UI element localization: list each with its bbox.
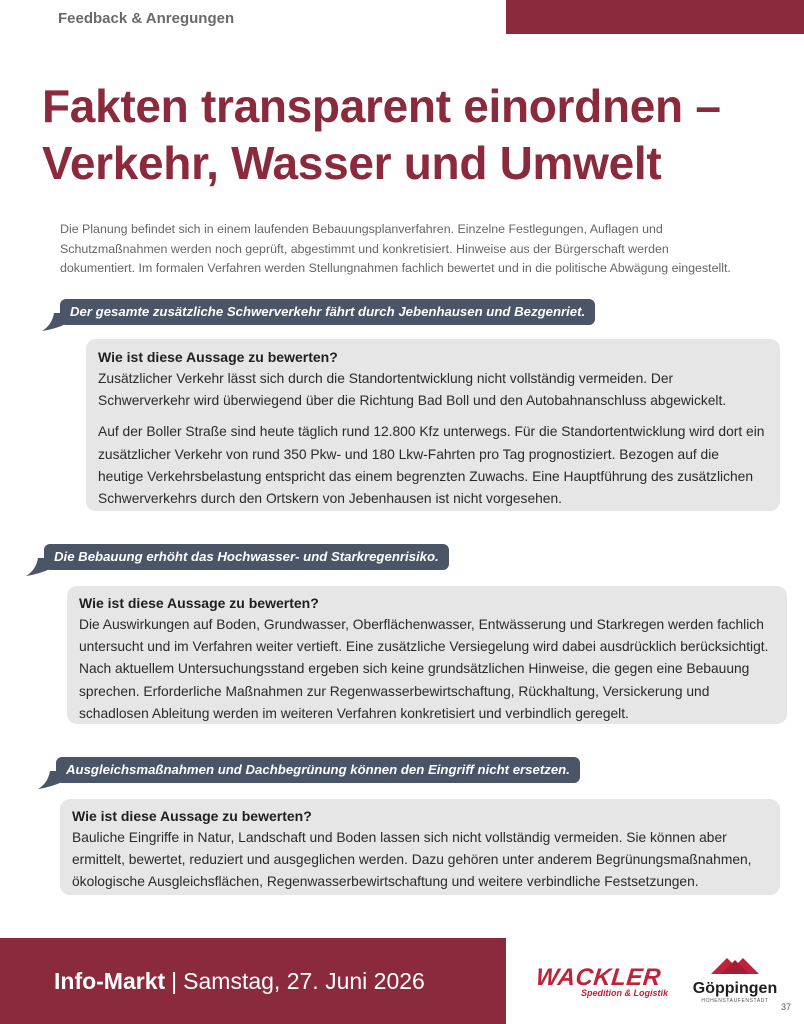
event-date: Samstag, 27. Juni 2026 [183,968,425,994]
wackler-tagline: Spedition & Logistik [581,988,668,998]
claim-bubble [56,757,580,783]
claim-bubble [60,299,595,325]
city-tagline: HOHENSTAUFENSTADT [701,998,769,1004]
claim-text: Die Bebauung erhöht das Hochwasser- und Starkregenrisiko. [54,549,439,564]
event-separator: | [171,968,178,994]
answer-card [86,339,780,511]
title-line-1: Fakten transparent einordnen – [42,80,721,132]
answer-paragraph: Die Auswirkungen auf Boden, Grundwasser, Oberflächenwasser, Entwässerung und Starkregen werden fachlich untersucht und im Verfahren weiter vertieft. Eine zusätzliche Versiegelung wird dabei ausdrücklich berücksichtigt. Nach aktuellem Untersuchungsstand ergeben sich keine grundsätzlichen Hinweise, die gegen eine Bebauung sprechen. Erforderliche Maßnahmen zur Regenwasserbewirtschaftung, Rückhaltung, Versickerung und schadlosen Ableitung werden im weiteren Verfahren konkretisiert und verbindlich geregelt. [79,617,769,721]
answer-card [60,799,780,895]
answer-paragraph: Auf der Boller Straße sind heute täglich rund 12.800 Kfz unterwegs. Für die Standortentwicklung wird dort ein zusätzlicher Verkehr von rund 350 Pkw- und 180 Lkw-Fahrten pro Tag prognostiziert. Bezogen auf die heutige Verkehrsbelastung entspricht das einem begrenzten Zuwachs. Eine Hauptführung des zusätzlichen Schwerverkehrs durch den Ortskern von Jebenhausen ist nicht vorgesehen. [98,424,765,507]
page-title [42,78,792,192]
answer-card [67,586,787,724]
city-name: Göppingen [692,980,778,997]
speech-tail-icon [38,771,64,789]
speech-tail-icon [42,313,68,331]
event-info [54,965,425,997]
claim-text: Ausgleichsmaßnahmen und Dachbegrünung können den Eingriff nicht ersetzen. [66,762,570,777]
speech-tail-icon [26,558,52,576]
wackler-logo [536,966,668,998]
intro-text: Die Planung befindet sich in einem laufenden Bebauungsplanverfahren. Einzelne Festlegungen, Auflagen und Schutzmaßnahmen werden noch geprüft, abgestimmt und konkretisiert. Hinweise aus der Bürgerschaft werden dokumentiert. Im formalen Verfahren werden Stellungnahmen fachlich bewertet und in die politische Abwägung eingestellt. [60,222,731,275]
answer-question: Wie ist diese Aussage zu bewerten? [98,349,338,365]
wackler-wordmark: WACKLER [534,964,663,991]
claim-bubble [44,544,449,570]
title-line-2: Verkehr, Wasser und Umwelt [42,137,662,189]
answer-question: Wie ist diese Aussage zu bewerten? [72,808,312,824]
roofs-icon [707,954,763,974]
event-name: Info-Markt [54,968,166,994]
page-number: 37 [781,1002,792,1012]
claim-text: Der gesamte zusätzliche Schwerverkehr fährt durch Jebenhausen und Bezgenriet. [70,304,586,319]
answer-question: Wie ist diese Aussage zu bewerten? [79,595,319,611]
goeppingen-logo [690,954,780,1005]
footer-band [0,938,506,1024]
answer-paragraph: Zusätzlicher Verkehr lässt sich durch die Standortentwicklung nicht vollständig vermeiden. Der Schwerverkehr wird überwiegend über die Richtung Bad Boll und den Autobahnanschluss abgewickelt. [98,371,727,409]
header-band [506,0,804,34]
section-label: Feedback & Anregungen [58,10,235,27]
answer-paragraph: Bauliche Eingriffe in Natur, Landschaft und Boden lassen sich nicht vollständig vermeiden. Sie können aber ermittelt, bewertet, reduziert und ausgeglichen werden. Dazu gehören unter anderem Begrünungsmaßnahmen, ökologische Ausgleichsflächen, Regenwasserbewirtschaftung und weitere verbindliche Festsetzungen. [72,830,752,890]
